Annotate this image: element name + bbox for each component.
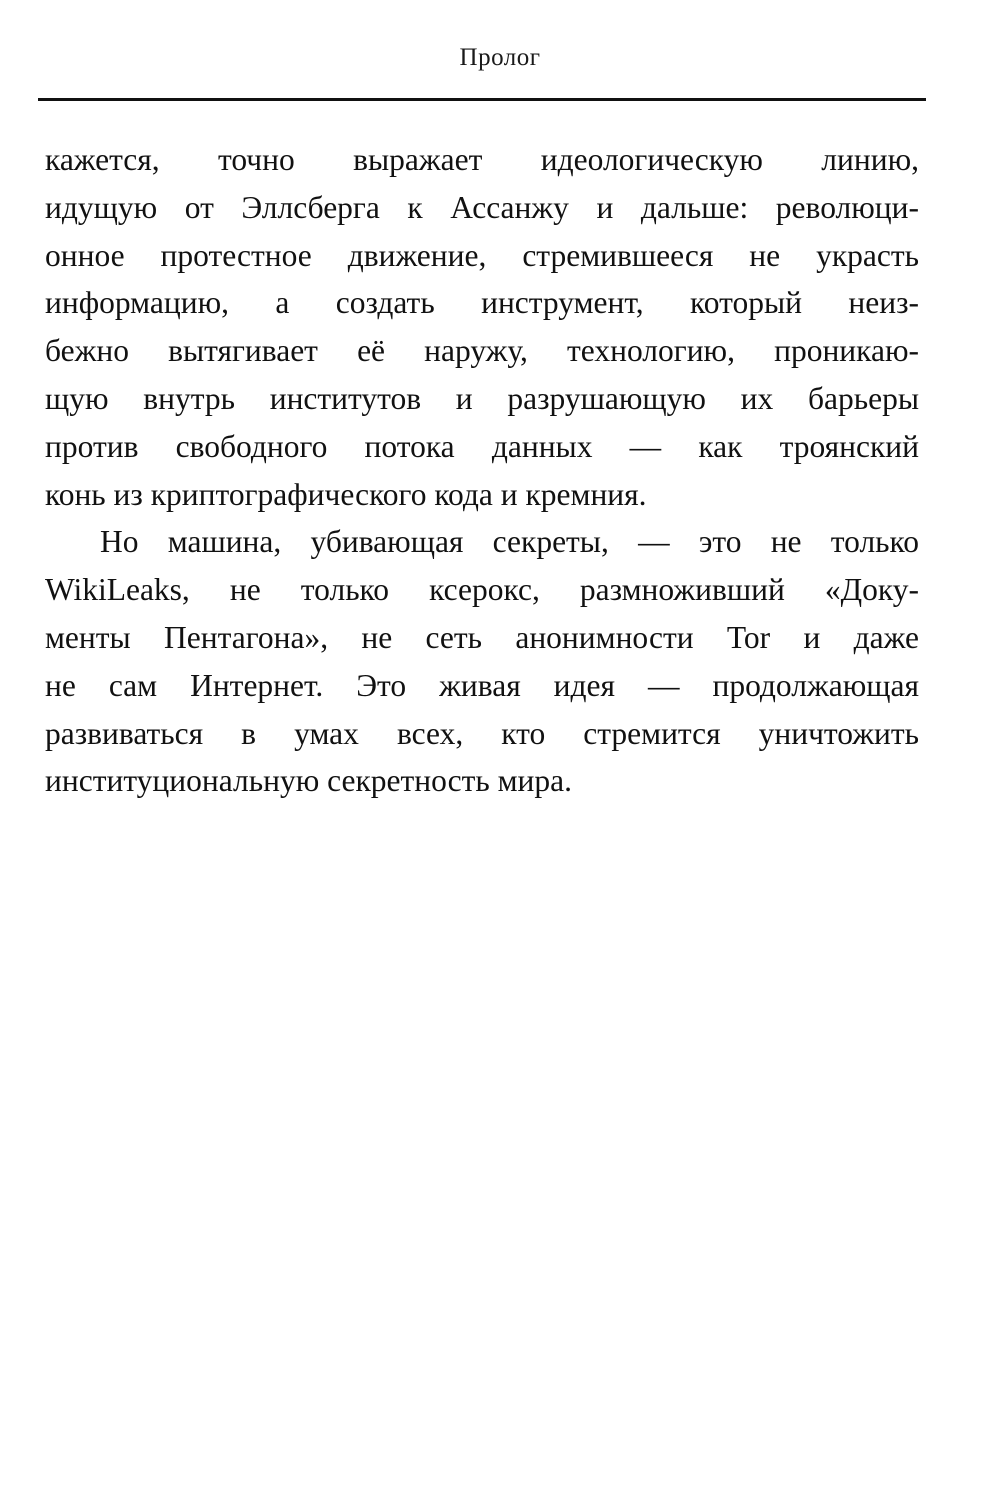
text-line: идущую от Эллсберга к Ассанжу и дальше: революци- [45, 189, 919, 225]
paragraph-1 [45, 136, 919, 518]
text-line: против свободного потока данных — как троянский [45, 428, 919, 464]
paragraph-2 [45, 518, 919, 805]
text-line: WikiLeaks, не только ксерокс, размноживший «Доку- [45, 572, 919, 608]
running-head: Пролог [459, 44, 541, 71]
text-line: конь из криптографического кода и кремния. [45, 476, 647, 512]
text-line: не сам Интернет. Это живая идея — продолжающая [45, 667, 919, 703]
text-line: менты Пентагона», не сеть анонимности Tor и даже [45, 619, 919, 655]
text-line: бежно вытягивает её наружу, технологию, проникаю- [45, 333, 919, 369]
text-line: информацию, а создать инструмент, который неиз- [45, 285, 919, 321]
text-line: институциональную секретность мира. [45, 763, 573, 799]
body-text [45, 136, 919, 805]
text-line: щую внутрь институтов и разрушающую их барьеры [45, 380, 919, 416]
text-line: кажется, точно выражает идеологическую линию, [45, 142, 919, 177]
text-line: онное протестное движение, стремившееся не украсть [45, 237, 919, 273]
header-rule [38, 98, 926, 101]
text-line: Но машина, убивающая секреты, — это не только [100, 524, 919, 560]
text-line: развиваться в умах всех, кто стремится уничтожить [45, 715, 919, 751]
